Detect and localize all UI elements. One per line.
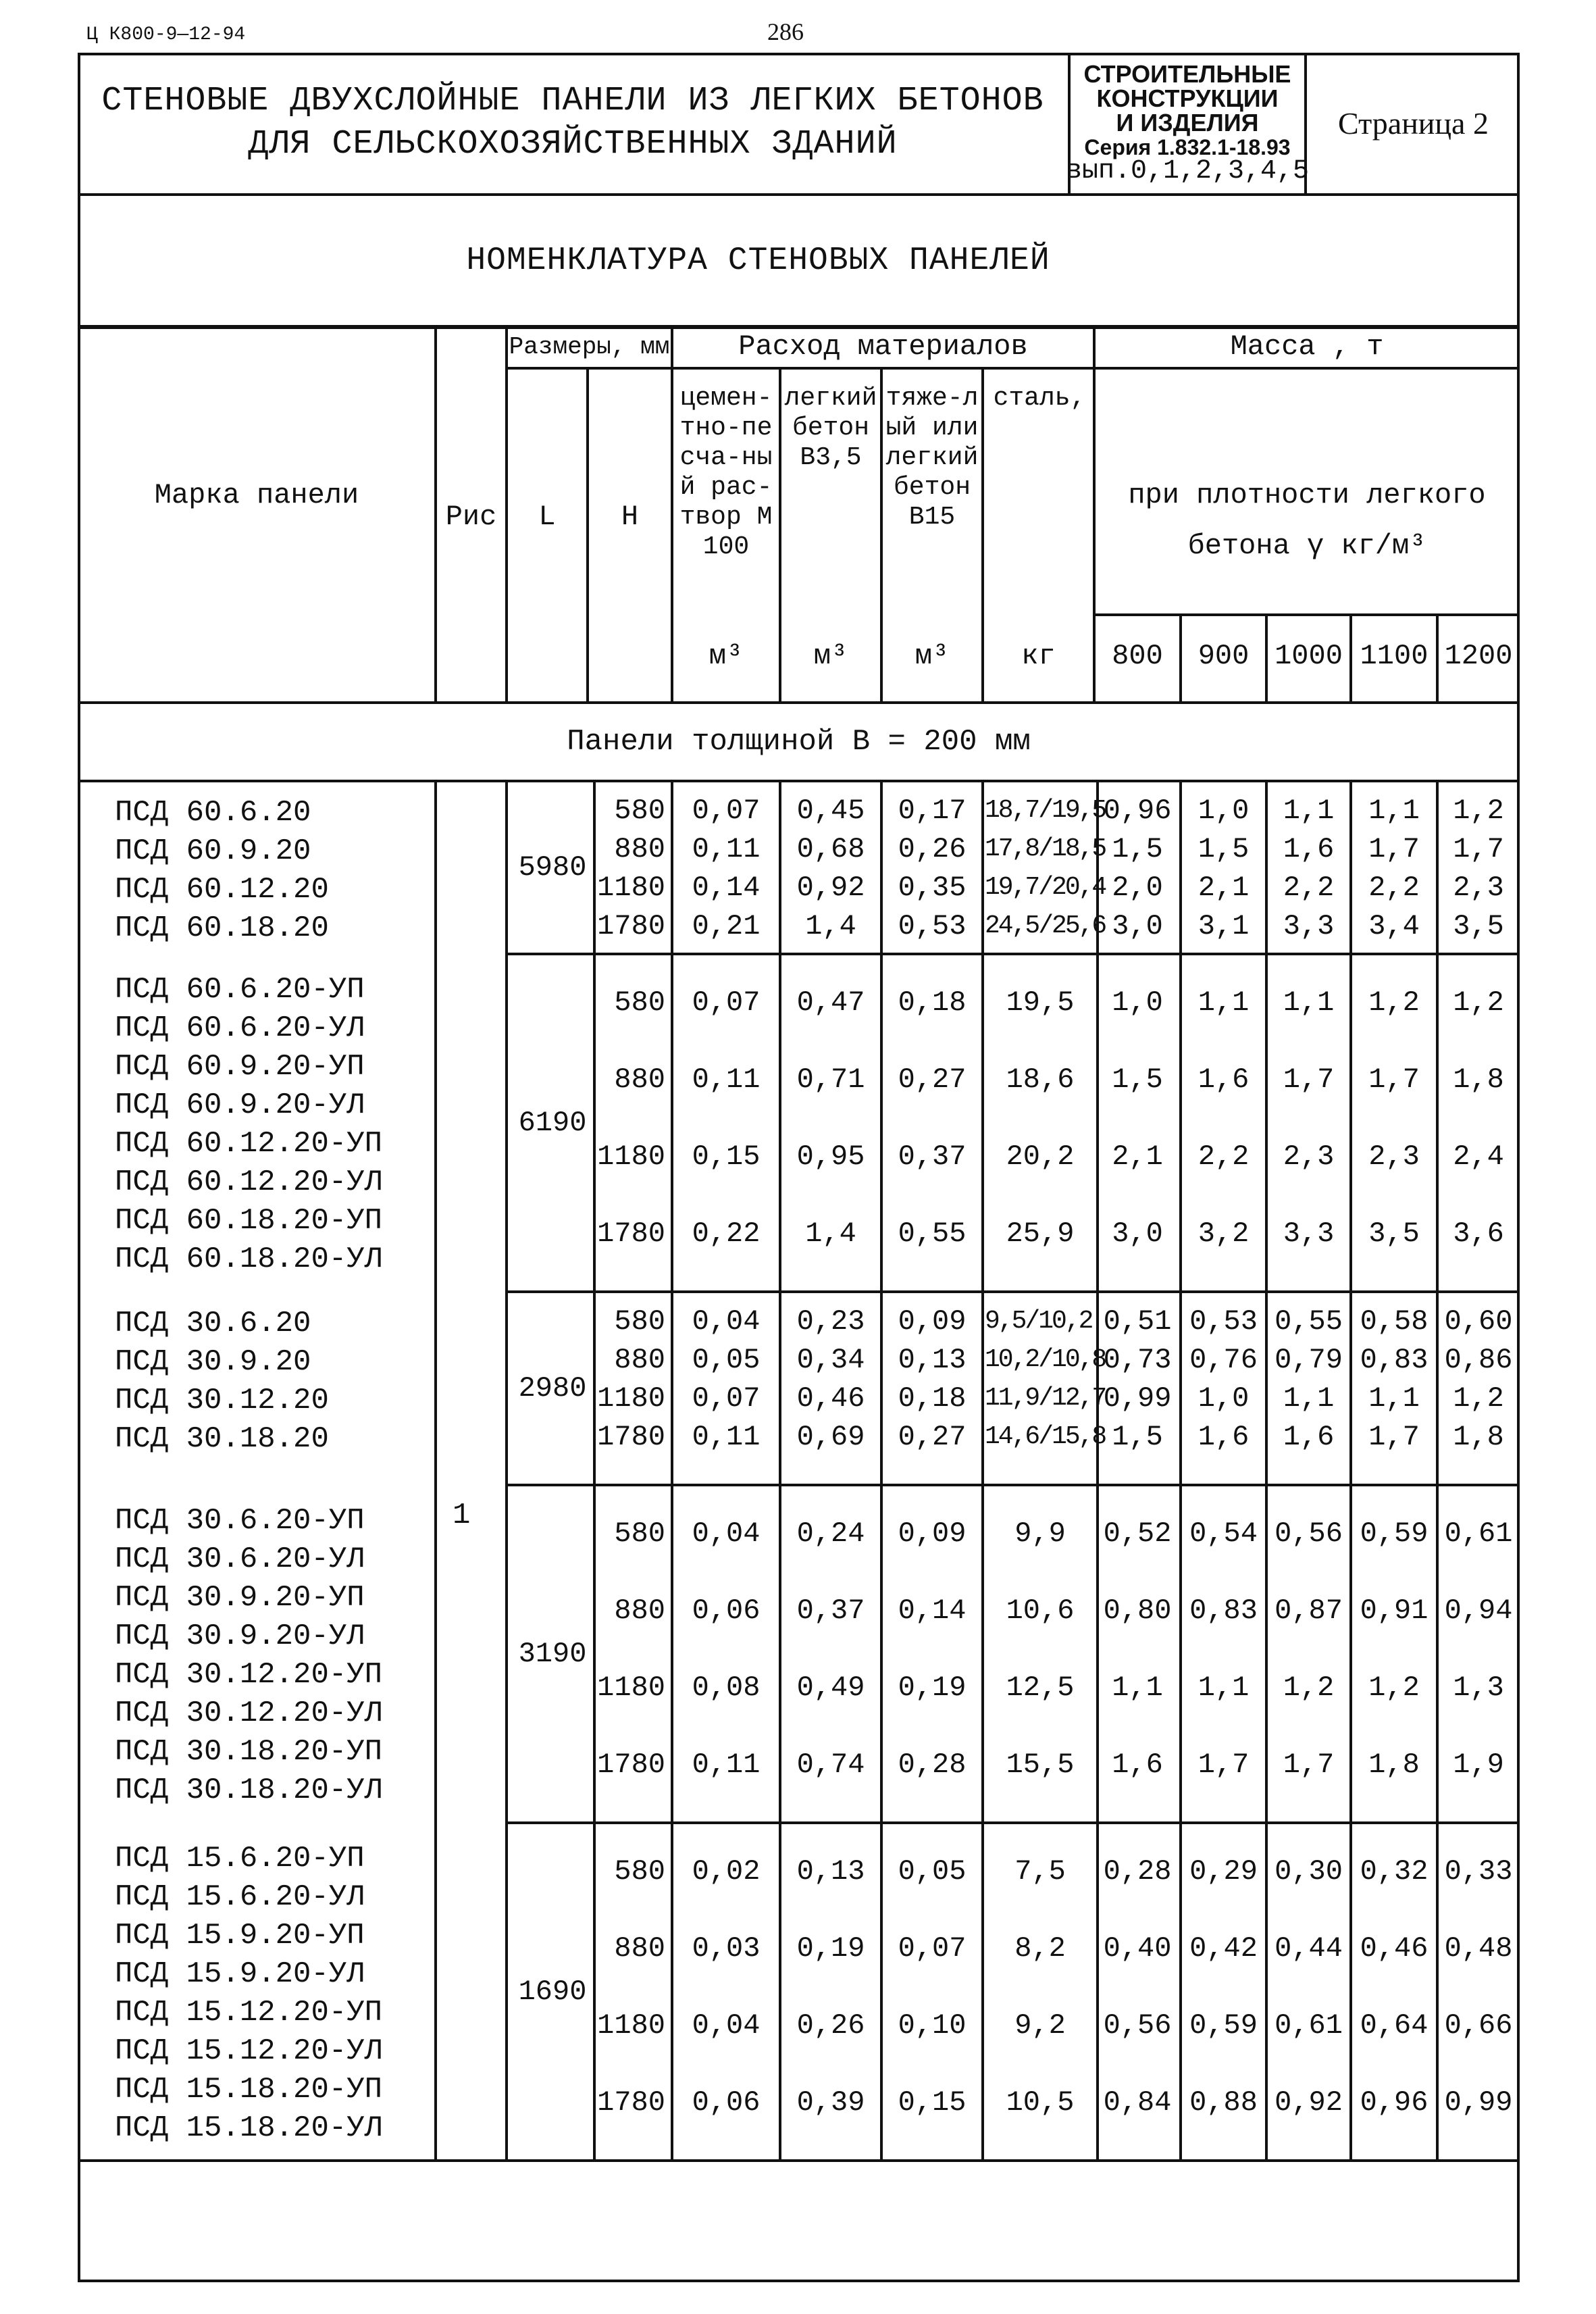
heavy-concrete-volume: 0,17: [898, 795, 967, 827]
light-concrete-volume: 0,26: [796, 2009, 865, 2042]
panel-mass: 1,2: [1453, 1382, 1504, 1415]
panel-mass: 0,84: [1103, 2086, 1172, 2119]
mortar-volume: 0,11: [692, 833, 761, 865]
panel-mark: ПСД 30.6.20: [115, 1307, 311, 1340]
panel-mass: 1,8: [1453, 1421, 1504, 1453]
panel-mass: 3,5: [1453, 910, 1504, 942]
header-L: L: [538, 501, 556, 533]
panel-mark: ПСД 15.9.20-УП: [115, 1919, 365, 1953]
panel-mass: 0,53: [1189, 1305, 1258, 1338]
light-concrete-volume: 0,19: [796, 1932, 865, 1965]
panel-mass: 1,1: [1368, 795, 1420, 827]
panel-mass: 1,7: [1368, 1421, 1420, 1453]
panel-mass: 0,54: [1189, 1517, 1258, 1550]
panel-mass: 1,0: [1198, 1382, 1250, 1415]
panel-mass: 0,32: [1360, 1855, 1428, 1888]
steel-mass: 19,7/20,4: [985, 873, 1106, 902]
panel-height: 880: [614, 833, 665, 865]
panel-mark: ПСД 15.12.20-УЛ: [115, 2034, 383, 2068]
heavy-concrete-volume: 0,35: [898, 872, 967, 904]
panel-mass: 0,30: [1275, 1855, 1343, 1888]
light-concrete-volume: 0,95: [796, 1140, 865, 1173]
panel-mass: 1,2: [1453, 986, 1504, 1019]
mortar-volume: 0,11: [692, 1749, 761, 1781]
panel-mark: ПСД 15.6.20-УП: [115, 1842, 365, 1876]
panel-mass: 1,2: [1283, 1671, 1335, 1704]
light-concrete-volume: 0,71: [796, 1063, 865, 1096]
panel-mass: 1,6: [1198, 1063, 1250, 1096]
header-materials: Расход материалов: [738, 330, 1028, 363]
panel-height: 880: [614, 1344, 665, 1376]
panel-length: 2980: [518, 1372, 587, 1405]
panel-mark: ПСД 30.6.20-УП: [115, 1504, 365, 1538]
panel-mark: ПСД 60.18.20-УП: [115, 1204, 383, 1238]
panel-height: 1780: [597, 2086, 665, 2119]
series-line-5: вып.0,1,2,3,4,5: [1065, 156, 1310, 186]
panel-mass: 1,5: [1112, 833, 1163, 865]
panel-height: 1780: [597, 1217, 665, 1250]
panel-mark: ПСД 30.12.20-УЛ: [115, 1696, 383, 1730]
heavy-concrete-volume: 0,09: [898, 1517, 967, 1550]
mortar-volume: 0,08: [692, 1671, 761, 1704]
panel-mass: 0,99: [1103, 1382, 1172, 1415]
steel-mass: 10,5: [1006, 2086, 1075, 2119]
density-line-2: бетона γ кг/м³: [1187, 530, 1426, 562]
panel-mass: 1,6: [1112, 1749, 1163, 1781]
panel-mass: 2,0: [1112, 872, 1163, 904]
panel-mass: 0,80: [1103, 1594, 1172, 1627]
panel-mark: ПСД 30.12.20: [115, 1384, 329, 1417]
steel-mass: 15,5: [1006, 1749, 1075, 1781]
panel-mass: 2,2: [1198, 1140, 1250, 1173]
panel-mass: 0,52: [1103, 1517, 1172, 1550]
mortar-volume: 0,02: [692, 1855, 761, 1888]
light-concrete-volume: 0,45: [796, 795, 865, 827]
light-concrete-volume: 0,92: [796, 872, 865, 904]
panel-mass: 2,3: [1283, 1140, 1335, 1173]
light-concrete-volume: 0,47: [796, 986, 865, 1019]
panel-mass: 1,3: [1453, 1671, 1504, 1704]
panel-height: 1180: [597, 2009, 665, 2042]
panel-mass: 3,3: [1283, 1217, 1335, 1250]
panel-mass: 0,44: [1275, 1932, 1343, 1965]
panel-mass: 0,51: [1103, 1305, 1172, 1338]
heavy-concrete-volume: 0,27: [898, 1421, 967, 1453]
density-line-1: при плотности легкого: [1128, 479, 1486, 511]
heavy-concrete-volume: 0,53: [898, 910, 967, 942]
page-label: Страница 2: [1338, 105, 1489, 141]
panel-height: 1180: [597, 1671, 665, 1704]
panel-mass: 3,4: [1368, 910, 1420, 942]
ris-value: 1: [453, 1499, 471, 1532]
mortar-volume: 0,03: [692, 1932, 761, 1965]
mortar-volume: 0,15: [692, 1140, 761, 1173]
header-ris: Рис: [445, 501, 497, 533]
unit-heavy: м³: [915, 640, 950, 672]
steel-mass: 9,9: [1014, 1517, 1066, 1550]
document-code: Ц К800-9—12-94: [86, 24, 246, 45]
panel-mass: 1,6: [1198, 1421, 1250, 1453]
heavy-concrete-volume: 0,18: [898, 1382, 967, 1415]
panel-mass: 1,0: [1112, 986, 1163, 1019]
panel-mark: ПСД 60.6.20-УЛ: [115, 1011, 365, 1045]
density-900: 900: [1198, 640, 1250, 672]
panel-mark: ПСД 60.18.20-УЛ: [115, 1242, 383, 1276]
steel-mass: 18,7/19,5: [985, 796, 1106, 825]
panel-length: 6190: [518, 1107, 587, 1139]
panel-mass: 1,0: [1198, 795, 1250, 827]
heavy-concrete-volume: 0,14: [898, 1594, 967, 1627]
heavy-concrete-volume: 0,27: [898, 1063, 967, 1096]
series-line-2: КОНСТРУКЦИИ: [1096, 84, 1279, 112]
steel-mass: 9,2: [1014, 2009, 1066, 2042]
panel-mass: 1,2: [1368, 1671, 1420, 1704]
panel-mass: 0,42: [1189, 1932, 1258, 1965]
density-800: 800: [1112, 640, 1163, 672]
mortar-volume: 0,22: [692, 1217, 761, 1250]
panel-mass: 1,2: [1368, 986, 1420, 1019]
steel-mass: 7,5: [1014, 1855, 1066, 1888]
panel-mass: 0,87: [1275, 1594, 1343, 1627]
panel-mass: 0,99: [1444, 2086, 1513, 2119]
panel-mass: 1,1: [1112, 1671, 1163, 1704]
panel-mass: 1,1: [1283, 1382, 1335, 1415]
steel-mass: 20,2: [1006, 1140, 1075, 1173]
light-concrete-volume: 0,49: [796, 1671, 865, 1704]
panel-mark: ПСД 15.6.20-УЛ: [115, 1880, 365, 1914]
nomenclature-title: НОМЕНКЛАТУРА СТЕНОВЫХ ПАНЕЛЕЙ: [78, 196, 1520, 328]
panel-mass: 0,33: [1444, 1855, 1513, 1888]
steel-mass: 24,5/25,6: [985, 911, 1106, 940]
heavy-concrete-volume: 0,05: [898, 1855, 967, 1888]
heavy-concrete-volume: 0,15: [898, 2086, 967, 2119]
panel-mass: 1,7: [1283, 1063, 1335, 1096]
steel-mass: 17,8/18,5: [985, 834, 1106, 863]
density-1200: 1200: [1444, 640, 1513, 672]
panel-mark: ПСД 30.9.20-УП: [115, 1581, 365, 1615]
mortar-volume: 0,04: [692, 2009, 761, 2042]
panel-mass: 3,1: [1198, 910, 1250, 942]
steel-mass: 12,5: [1006, 1671, 1075, 1704]
panel-mass: 0,40: [1103, 1932, 1172, 1965]
panel-mass: 0,96: [1103, 795, 1172, 827]
title-line-2: ДЛЯ СЕЛЬСКОХОЗЯЙСТВЕННЫХ ЗДАНИЙ: [248, 125, 898, 164]
panel-mass: 3,6: [1453, 1217, 1504, 1250]
density-1100: 1100: [1360, 640, 1428, 672]
panel-mass: 1,6: [1283, 833, 1335, 865]
panel-height: 1180: [597, 1140, 665, 1173]
light-concrete-volume: 0,74: [796, 1749, 865, 1781]
panel-mass: 0,86: [1444, 1344, 1513, 1376]
panel-mass: 0,61: [1444, 1517, 1513, 1550]
mortar-volume: 0,14: [692, 872, 761, 904]
panel-mass: 2,2: [1283, 872, 1335, 904]
light-concrete-volume: 0,39: [796, 2086, 865, 2119]
panel-mass: 0,83: [1189, 1594, 1258, 1627]
panel-mass: 1,7: [1453, 833, 1504, 865]
section-title: Панели толщиной В = 200 мм: [567, 725, 1031, 759]
panel-mark: ПСД 60.9.20-УЛ: [115, 1088, 365, 1122]
panel-mark: ПСД 30.9.20-УЛ: [115, 1619, 365, 1653]
header-sizes: Размеры, мм: [509, 333, 670, 361]
panel-mass: 1,7: [1283, 1749, 1335, 1781]
panel-mass: 0,28: [1103, 1855, 1172, 1888]
panel-height: 880: [614, 1594, 665, 1627]
panel-length: 5980: [518, 851, 587, 884]
panel-mass: 0,79: [1275, 1344, 1343, 1376]
steel-mass: 9,5/10,2: [985, 1307, 1092, 1336]
panel-mass: 0,59: [1189, 2009, 1258, 2042]
panel-mark: ПСД 15.12.20-УП: [115, 1996, 383, 2030]
header-mass: Масса , т: [1230, 330, 1384, 363]
panel-mark: ПСД 60.12.20: [115, 873, 329, 907]
panel-length: 3190: [518, 1638, 587, 1670]
panel-mark: ПСД 30.18.20-УП: [115, 1735, 383, 1769]
panel-mass: 0,91: [1360, 1594, 1428, 1627]
heavy-concrete-volume: 0,37: [898, 1140, 967, 1173]
panel-mass: 0,48: [1444, 1932, 1513, 1965]
light-concrete-volume: 1,4: [805, 1217, 856, 1250]
panel-mass: 1,7: [1198, 1749, 1250, 1781]
panel-mass: 1,1: [1283, 795, 1335, 827]
mortar-volume: 0,21: [692, 910, 761, 942]
series-line-4: Серия 1.832.1-18.93: [1084, 135, 1291, 159]
panel-height: 580: [614, 1855, 665, 1888]
panel-mass: 0,64: [1360, 2009, 1428, 2042]
density-1000: 1000: [1275, 640, 1343, 672]
panel-mass: 0,94: [1444, 1594, 1513, 1627]
panel-mass: 1,1: [1283, 986, 1335, 1019]
panel-mass: 3,2: [1198, 1217, 1250, 1250]
panel-mark: ПСД 15.18.20-УП: [115, 2073, 383, 2107]
panel-mass: 2,1: [1198, 872, 1250, 904]
panel-mass: 0,88: [1189, 2086, 1258, 2119]
panel-height: 880: [614, 1932, 665, 1965]
panel-mass: 1,1: [1198, 1671, 1250, 1704]
panel-mass: 1,5: [1112, 1063, 1163, 1096]
heavy-concrete-volume: 0,26: [898, 833, 967, 865]
panel-height: 580: [614, 986, 665, 1019]
panel-mass: 1,8: [1368, 1749, 1420, 1781]
panel-mass: 0,73: [1103, 1344, 1172, 1376]
panel-mark: ПСД 60.9.20: [115, 834, 311, 868]
panel-mass: 2,3: [1368, 1140, 1420, 1173]
panel-mass: 1,6: [1283, 1421, 1335, 1453]
title-line-1: СТЕНОВЫЕ ДВУХСЛОЙНЫЕ ПАНЕЛИ ИЗ ЛЕГКИХ БЕТОНОВ: [101, 82, 1044, 120]
panel-mark: ПСД 30.9.20: [115, 1345, 311, 1379]
heavy-concrete-volume: 0,28: [898, 1749, 967, 1781]
heavy-concrete-volume: 0,55: [898, 1217, 967, 1250]
panel-mass: 1,7: [1368, 1063, 1420, 1096]
series-line-3: И ИЗДЕЛИЯ: [1116, 109, 1259, 136]
light-concrete-volume: 1,4: [805, 910, 856, 942]
heavy-concrete-volume: 0,09: [898, 1305, 967, 1338]
unit-light: м³: [813, 640, 848, 672]
page-number: 286: [767, 18, 804, 45]
panel-mass: 0,76: [1189, 1344, 1258, 1376]
mortar-volume: 0,07: [692, 795, 761, 827]
steel-mass: 19,5: [1006, 986, 1075, 1019]
series-line-1: СТРОИТЕЛЬНЫЕ: [1083, 60, 1291, 88]
panel-mass: 0,56: [1275, 1517, 1343, 1550]
panel-mass: 2,1: [1112, 1140, 1163, 1173]
panel-height: 580: [614, 1517, 665, 1550]
panel-mass: 0,61: [1275, 2009, 1343, 2042]
panel-mass: 2,4: [1453, 1140, 1504, 1173]
panel-mark: ПСД 30.18.20: [115, 1422, 329, 1456]
mortar-volume: 0,07: [692, 986, 761, 1019]
panel-mark: ПСД 15.18.20-УЛ: [115, 2111, 383, 2145]
panel-mass: 0,56: [1103, 2009, 1172, 2042]
steel-mass: 10,6: [1006, 1594, 1075, 1627]
unit-steel: кг: [1021, 640, 1056, 672]
steel-mass: 8,2: [1014, 1932, 1066, 1965]
header-mark: Марка панели: [154, 479, 359, 511]
panel-mass: 0,29: [1189, 1855, 1258, 1888]
panel-mark: ПСД 60.12.20-УП: [115, 1127, 383, 1161]
steel-mass: 25,9: [1006, 1217, 1075, 1250]
heavy-concrete-volume: 0,10: [898, 2009, 967, 2042]
panel-height: 1180: [597, 1382, 665, 1415]
panel-height: 1780: [597, 1749, 665, 1781]
panel-length: 1690: [518, 1976, 587, 2008]
light-concrete-volume: 0,23: [796, 1305, 865, 1338]
mortar-volume: 0,07: [692, 1382, 761, 1415]
panel-mark: ПСД 15.9.20-УЛ: [115, 1957, 365, 1991]
panel-height: 1780: [597, 910, 665, 942]
unit-mortar: м³: [709, 640, 744, 672]
panel-height: 580: [614, 1305, 665, 1338]
panel-mass: 3,0: [1112, 910, 1163, 942]
panel-mass: 3,3: [1283, 910, 1335, 942]
header-heavy-concrete: тяже-лый или легкий бетон В15: [885, 384, 979, 532]
light-concrete-volume: 0,37: [796, 1594, 865, 1627]
mortar-volume: 0,04: [692, 1517, 761, 1550]
panel-mark: ПСД 60.18.20: [115, 911, 329, 945]
panel-height: 580: [614, 795, 665, 827]
panel-mass: 2,3: [1453, 872, 1504, 904]
heavy-concrete-volume: 0,13: [898, 1344, 967, 1376]
panel-mass: 0,46: [1360, 1932, 1428, 1965]
mortar-volume: 0,06: [692, 2086, 761, 2119]
mortar-volume: 0,11: [692, 1421, 761, 1453]
light-concrete-volume: 0,24: [796, 1517, 865, 1550]
mortar-volume: 0,06: [692, 1594, 761, 1627]
light-concrete-volume: 0,34: [796, 1344, 865, 1376]
panel-mass: 0,55: [1275, 1305, 1343, 1338]
panel-mass: 0,59: [1360, 1517, 1428, 1550]
header-H: H: [621, 501, 639, 533]
light-concrete-volume: 0,68: [796, 833, 865, 865]
heavy-concrete-volume: 0,07: [898, 1932, 967, 1965]
heavy-concrete-volume: 0,19: [898, 1671, 967, 1704]
panel-height: 1180: [597, 872, 665, 904]
panel-mass: 0,96: [1360, 2086, 1428, 2119]
panel-mass: 0,58: [1360, 1305, 1428, 1338]
panel-mass: 3,5: [1368, 1217, 1420, 1250]
header-steel: сталь,: [993, 384, 1086, 413]
panel-mass: 3,0: [1112, 1217, 1163, 1250]
panel-mass: 1,7: [1368, 833, 1420, 865]
heavy-concrete-volume: 0,18: [898, 986, 967, 1019]
panel-mass: 1,9: [1453, 1749, 1504, 1781]
header-mortar: цемен-тно-песча-ный рас-твор М100: [679, 384, 773, 561]
panel-mark: ПСД 30.6.20-УЛ: [115, 1542, 365, 1576]
steel-mass: 14,6/15,8: [985, 1422, 1106, 1451]
panel-mass: 1,1: [1198, 986, 1250, 1019]
panel-mark: ПСД 60.12.20-УЛ: [115, 1165, 383, 1199]
panel-mass: 1,5: [1198, 833, 1250, 865]
panel-mark: ПСД 60.6.20-УП: [115, 973, 365, 1007]
light-concrete-volume: 0,69: [796, 1421, 865, 1453]
light-concrete-volume: 0,46: [796, 1382, 865, 1415]
header-light-concrete: легкий бетон В3,5: [784, 384, 877, 472]
panel-height: 880: [614, 1063, 665, 1096]
mortar-volume: 0,05: [692, 1344, 761, 1376]
panel-mass: 0,60: [1444, 1305, 1513, 1338]
steel-mass: 10,2/10,8: [985, 1345, 1106, 1374]
mortar-volume: 0,04: [692, 1305, 761, 1338]
panel-mass: 0,83: [1360, 1344, 1428, 1376]
panel-mass: 1,8: [1453, 1063, 1504, 1096]
panel-mass: 1,2: [1453, 795, 1504, 827]
panel-height: 1780: [597, 1421, 665, 1453]
panel-mark: ПСД 30.12.20-УП: [115, 1658, 383, 1692]
panel-mark: ПСД 60.6.20: [115, 796, 311, 830]
steel-mass: 11,9/12,7: [985, 1384, 1106, 1413]
steel-mass: 18,6: [1006, 1063, 1075, 1096]
panel-mass: 0,92: [1275, 2086, 1343, 2119]
panel-mark: ПСД 30.18.20-УЛ: [115, 1774, 383, 1807]
mortar-volume: 0,11: [692, 1063, 761, 1096]
panel-mass: 1,5: [1112, 1421, 1163, 1453]
panel-mark: ПСД 60.9.20-УП: [115, 1050, 365, 1084]
light-concrete-volume: 0,13: [796, 1855, 865, 1888]
panel-mass: 0,66: [1444, 2009, 1513, 2042]
panel-mass: 1,1: [1368, 1382, 1420, 1415]
panel-mass: 2,2: [1368, 872, 1420, 904]
